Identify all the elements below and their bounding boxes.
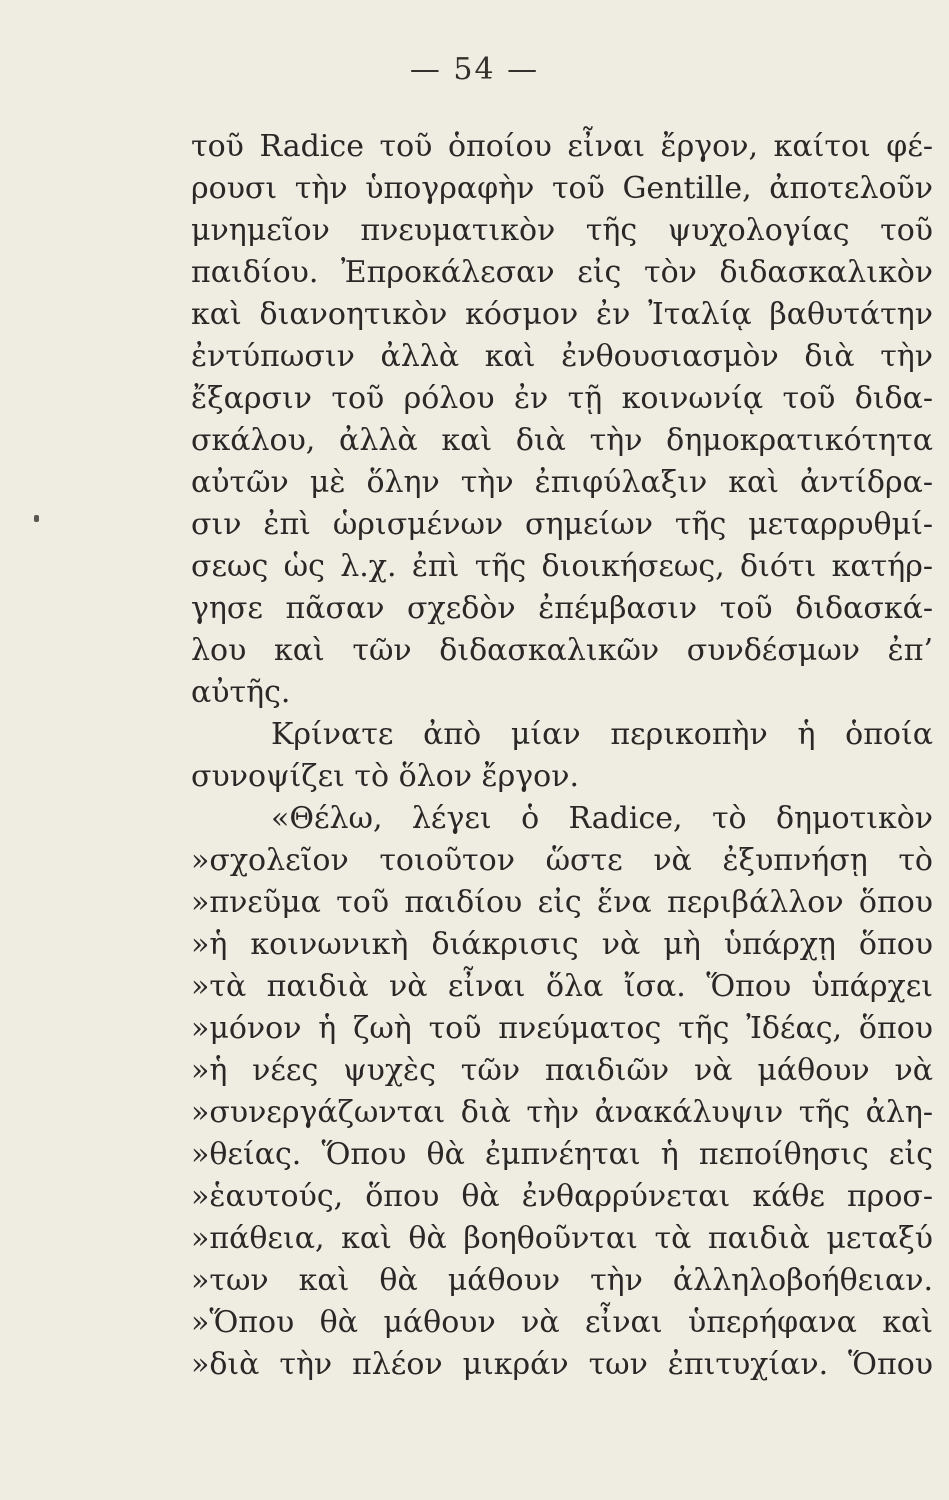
text-line: »σχολεῖον τοιοῦτον ὥστε νὰ ἐξυπνήσῃ τὸ	[191, 843, 933, 878]
page-number: — 54 —	[409, 52, 540, 87]
text-line: αὐτῶν μὲ ὅλην τὴν ἐπιφύλαξιν καὶ ἀντίδρα-	[191, 465, 933, 500]
text-line: »τὰ παιδιὰ νὰ εἶναι ὅλα ἴσα. Ὅπου ὑπάρχει	[191, 969, 933, 1004]
text-line: »ἡ νέες ψυχὲς τῶν παιδιῶν νὰ μάθουν νὰ	[191, 1053, 933, 1088]
text-line: »πάθεια, καὶ θὰ βοηθοῦνται τὰ παιδιὰ μεταξύ	[191, 1221, 933, 1256]
text-line: »διὰ τὴν πλέον μικράν των ἐπιτυχίαν. Ὅπου	[191, 1347, 933, 1382]
text-line: σιν ἐπὶ ὡρισμένων σημείων τῆς μεταρρυθμί-	[191, 507, 933, 542]
text-line: »ἡ κοινωνικὴ διάκρισις νὰ μὴ ὑπάρχῃ ὅπου	[191, 927, 933, 962]
text-line: λου καὶ τῶν διδασκαλικῶν συνδέσμων ἐπ’	[191, 633, 933, 668]
body-text	[191, 126, 933, 1386]
text-line: τοῦ Radice τοῦ ὁποίου εἶναι ἔργον, καίτοι φέ-	[191, 129, 933, 164]
text-line: αὐτῆς.	[191, 675, 291, 710]
text-line: ρουσι τὴν ὑπογραφὴν τοῦ Gentille, ἀποτελοῦν	[191, 171, 933, 206]
text-line: »πνεῦμα τοῦ παιδίου εἰς ἕνα περιβάλλον ὅπου	[191, 885, 933, 920]
text-line: Κρίνατε ἀπὸ μίαν περικοπὴν ἡ ὁποία	[271, 717, 933, 752]
text-line: »θείας. Ὅπου θὰ ἐμπνέηται ἡ πεποίθησις εἰς	[191, 1137, 933, 1172]
text-line: »συνεργάζωνται διὰ τὴν ἀνακάλυψιν τῆς ἀλη-	[191, 1095, 933, 1130]
text-line: »των καὶ θὰ μάθουν τὴν ἀλληλοβοήθειαν.	[191, 1263, 933, 1298]
text-line: »Ὅπου θὰ μάθουν νὰ εἶναι ὑπερήφανα καὶ	[191, 1305, 933, 1340]
text-line: ἐντύπωσιν ἀλλὰ καὶ ἐνθουσιασμὸν διὰ τὴν	[191, 339, 933, 374]
text-line: παιδίου. Ἐπροκάλεσαν εἰς τὸν διδασκαλικὸν	[191, 255, 933, 290]
text-line: ἔξαρσιν τοῦ ρόλου ἐν τῇ κοινωνίᾳ τοῦ διδα-	[191, 381, 933, 416]
text-line: καὶ διανοητικὸν κόσμον ἐν Ἰταλίᾳ βαθυτάτην	[191, 297, 933, 332]
text-line: γησε πᾶσαν σχεδὸν ἐπέμβασιν τοῦ διδασκά-	[191, 591, 933, 626]
text-line: «Θέλω, λέγει ὁ Radice, τὸ δημοτικὸν	[271, 801, 933, 836]
text-line: σκάλου, ἀλλὰ καὶ διὰ τὴν δημοκρατικότητα	[191, 423, 933, 458]
stray-ink-mark	[34, 515, 39, 522]
text-line: »μόνον ἡ ζωὴ τοῦ πνεύματος τῆς Ἰδέας, ὅπου	[191, 1011, 933, 1046]
text-line: μνημεῖον πνευματικὸν τῆς ψυχολογίας τοῦ	[191, 213, 933, 248]
text-line: »ἑαυτούς, ὅπου θὰ ἐνθαρρύνεται κάθε προσ-	[191, 1179, 933, 1214]
text-line: σεως ὡς λ.χ. ἐπὶ τῆς διοικήσεως, διότι κατήρ-	[191, 549, 933, 584]
text-line: συνοψίζει τὸ ὅλον ἔργον.	[191, 759, 580, 794]
